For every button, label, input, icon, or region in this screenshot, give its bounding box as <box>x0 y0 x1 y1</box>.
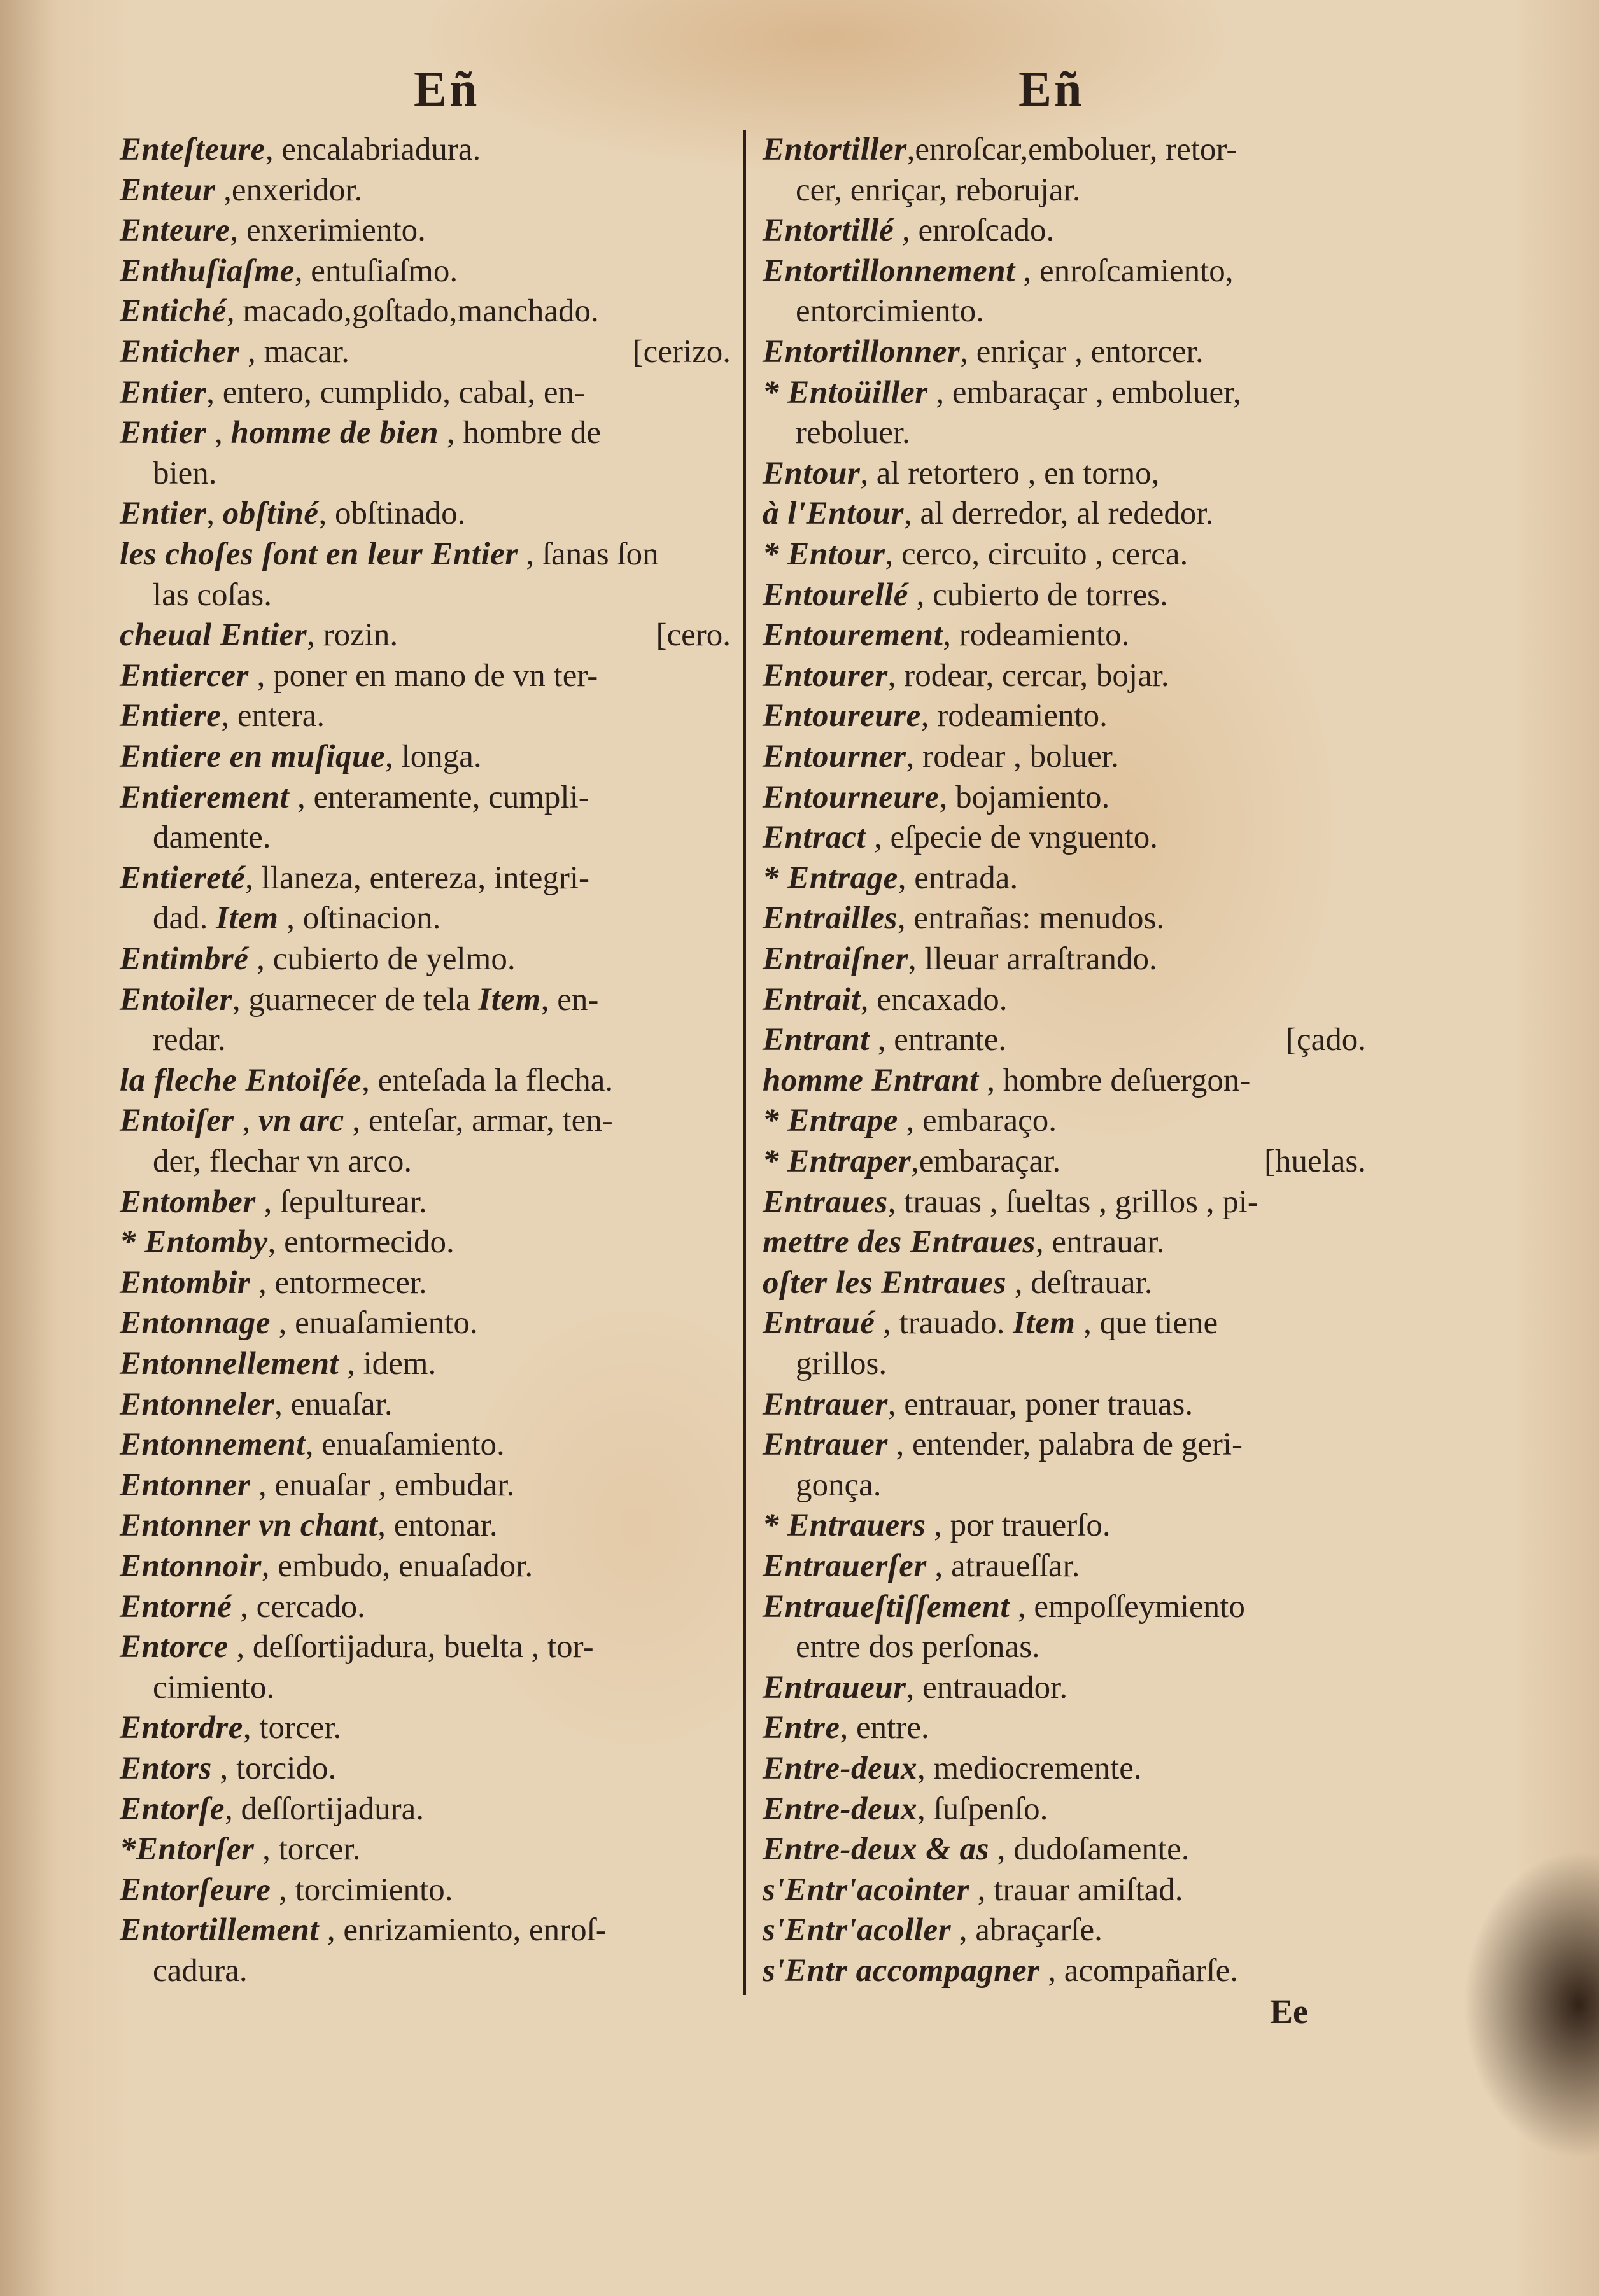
definition: reboluer. <box>796 415 910 451</box>
headword: Entortiller <box>763 132 907 167</box>
definition: , enrizamiento, enroſ- <box>319 1912 607 1949</box>
headword: Entre-deux <box>763 1791 918 1827</box>
dictionary-line <box>763 252 1366 290</box>
definition: , rodeamiento. <box>943 617 1130 654</box>
dictionary-line <box>120 252 731 290</box>
definition: , entender, palabra de geri- <box>887 1427 1243 1463</box>
definition: , enuaſar , embudar. <box>250 1467 515 1503</box>
definition: , cubierto de torres. <box>908 577 1168 613</box>
headword: Entorſeure <box>120 1872 271 1908</box>
dictionary-line <box>763 940 1366 978</box>
definition: damente. <box>153 820 271 856</box>
dictionary-line <box>120 292 731 330</box>
headword: Entourner <box>763 739 906 774</box>
dictionary-line <box>763 1669 1366 1707</box>
dictionary-line <box>763 1223 1366 1261</box>
dictionary-line <box>120 171 731 209</box>
dictionary-line <box>120 374 731 412</box>
headword: Entorce <box>120 1629 229 1665</box>
headword: * Entrauers <box>763 1508 926 1544</box>
dictionary-line <box>120 738 731 776</box>
headword: Entiere <box>120 698 222 734</box>
definition: , <box>234 1103 258 1139</box>
dictionary-line <box>120 1223 731 1261</box>
headword: Entour <box>763 455 861 491</box>
headword: Entier <box>120 496 207 532</box>
headword: Entraué <box>763 1305 875 1341</box>
headword: Entordre <box>120 1710 243 1746</box>
headword: * Entoüiller <box>763 374 928 410</box>
headword: Entraues <box>763 1184 888 1220</box>
definition: , enuaſamiento. <box>305 1427 505 1463</box>
headword: Entortillonner <box>763 334 961 370</box>
definition: , ſepulturear. <box>255 1184 427 1220</box>
definition: , ſanas ſon <box>518 536 659 572</box>
dictionary-line <box>763 333 1366 371</box>
dictionary-line <box>763 778 1366 816</box>
dictionary-line <box>763 374 1366 412</box>
headword: Entier <box>120 374 207 410</box>
definition: , entrante. <box>869 1022 1007 1058</box>
dictionary-line <box>120 1871 731 1909</box>
dictionary-line <box>120 1021 764 1059</box>
dictionary-line <box>763 899 1366 937</box>
headword: Entraueſtiſſement <box>763 1588 1010 1625</box>
dictionary-line <box>763 1871 1366 1909</box>
headword: Entiere en muſique <box>120 739 386 774</box>
headword: Entors <box>120 1751 212 1786</box>
dictionary-line <box>763 1021 1366 1059</box>
dictionary-line <box>763 738 1366 776</box>
definition: , obſtinado. <box>318 496 466 532</box>
headword: * Entraper <box>763 1144 912 1179</box>
dictionary-line <box>120 1466 731 1504</box>
headword: s'Entr'acoller <box>763 1912 952 1949</box>
headword: Enticher <box>120 334 240 370</box>
dictionary-line <box>763 171 1399 209</box>
headword: * Entour <box>763 536 885 572</box>
definition: , deſſortijadura, buelta , tor- <box>228 1629 594 1665</box>
headword: Entiché <box>120 293 227 330</box>
definition: , enroſcado. <box>894 213 1055 249</box>
definition: , al retortero , en torno, <box>860 455 1160 491</box>
headword: Enteure <box>120 213 230 249</box>
definition: , longa. <box>385 739 482 774</box>
dictionary-line <box>763 818 1366 857</box>
definition: , poner en mano de vn ter- <box>248 657 598 694</box>
headword: Entierement <box>120 779 290 815</box>
definition: , llaneza, entereza, integri- <box>245 860 589 896</box>
dictionary-line <box>763 1547 1366 1585</box>
dictionary-line <box>763 697 1366 735</box>
definition: , entero, cumplido, cabal, en- <box>206 374 585 410</box>
dictionary-line <box>763 1385 1366 1424</box>
definition: , rodear , boluer. <box>906 739 1119 774</box>
headword: Entraueur <box>763 1669 906 1705</box>
carried-over-text: [cerizo. <box>632 334 731 370</box>
definition: , entormecer. <box>250 1264 427 1301</box>
headword: vn arc <box>258 1103 344 1139</box>
right-running-head: Eñ <box>1018 61 1085 116</box>
headword: Entrauer <box>763 1427 888 1463</box>
definition: grillos. <box>796 1346 887 1382</box>
dictionary-line <box>120 1669 764 1707</box>
headword: Entorné <box>120 1588 232 1625</box>
dictionary-line <box>763 1183 1366 1221</box>
definition: , lleuar arraſtrando. <box>908 941 1157 977</box>
headword: à l'Entour <box>763 496 904 532</box>
dictionary-line <box>763 535 1366 573</box>
definition: , entre. <box>840 1710 929 1746</box>
headword: Entiereté <box>120 860 246 896</box>
definition: , entrauador. <box>906 1669 1068 1705</box>
definition: , enteſada la flecha. <box>362 1062 614 1098</box>
definition: , entonar. <box>377 1508 498 1544</box>
headword: Entrant <box>763 1022 870 1058</box>
headword: la fleche Entoiſée <box>120 1062 362 1098</box>
definition: , cerco, circuito , cerca. <box>885 536 1188 572</box>
dictionary-line <box>120 616 731 654</box>
definition: , dudoſamente. <box>989 1831 1190 1868</box>
headword: Entonneler <box>120 1386 275 1422</box>
dictionary-line <box>120 1952 764 1990</box>
definition: , entuſiaſmo. <box>294 253 458 289</box>
dictionary-line <box>120 899 764 937</box>
dictionary-line <box>763 1790 1366 1828</box>
headword: Entorſe <box>120 1791 225 1827</box>
definition: , entera. <box>221 698 325 734</box>
dictionary-line <box>120 657 731 695</box>
dictionary-line <box>120 1709 731 1747</box>
headword: Enthuſiaſme <box>120 253 295 289</box>
dictionary-line <box>120 333 731 371</box>
headword: Item <box>478 981 541 1018</box>
headword: Entier <box>120 415 207 451</box>
headword: Entimbré <box>120 941 249 977</box>
definition: entre dos perſonas. <box>796 1629 1040 1665</box>
dictionary-line <box>120 494 731 533</box>
headword: Item <box>1013 1305 1076 1341</box>
headword: Item <box>216 900 279 937</box>
headword: Entourneure <box>763 779 940 815</box>
definition: , eſpecie de vnguento. <box>866 820 1159 856</box>
dictionary-line <box>120 1749 731 1788</box>
dictionary-line <box>763 859 1366 897</box>
dictionary-line <box>763 292 1399 330</box>
headword: s'Entr'acointer <box>763 1872 969 1908</box>
headword: Entre-deux <box>763 1751 918 1786</box>
headword: Entonnage <box>120 1305 271 1341</box>
dictionary-line <box>763 1952 1366 1990</box>
definition: , bojamiento. <box>939 779 1110 815</box>
headword: Entortillement <box>120 1912 320 1949</box>
headword: Entomber <box>120 1184 256 1220</box>
dictionary-line <box>120 1588 731 1626</box>
definition: , torcido. <box>211 1751 337 1786</box>
headword: Entre-deux & as <box>763 1831 990 1868</box>
definition: , entrauar, poner trauas. <box>887 1386 1194 1422</box>
dictionary-line <box>120 778 731 816</box>
headword: homme de bien <box>230 415 439 451</box>
definition: der, flechar vn arco. <box>153 1144 412 1179</box>
dictionary-line <box>120 414 731 452</box>
definition: , encaxado. <box>860 981 1008 1018</box>
dictionary-line <box>763 1061 1366 1100</box>
headword: Entoiler <box>120 981 232 1018</box>
definition: , rodeamiento. <box>920 698 1108 734</box>
dictionary-line <box>120 1911 731 1949</box>
definition: , torcer. <box>243 1710 342 1746</box>
definition: , torcimiento. <box>271 1872 453 1908</box>
definition: , torcer. <box>254 1831 361 1868</box>
definition: , encalabriadura. <box>265 132 481 167</box>
definition: , enriçar , entorcer. <box>960 334 1204 370</box>
definition: , entrauar. <box>1035 1224 1165 1261</box>
definition: , que tiene <box>1075 1305 1218 1341</box>
definition: bien. <box>153 455 217 491</box>
definition: , oſtinacion. <box>278 900 441 937</box>
dictionary-line <box>120 940 731 978</box>
headword: Entre <box>763 1710 840 1746</box>
carried-over-text: [huelas. <box>1264 1144 1366 1179</box>
headword: *Entorſer <box>120 1831 255 1868</box>
dictionary-line <box>120 576 764 614</box>
definition: , entrada. <box>898 860 1018 896</box>
definition: , atraueſſar. <box>926 1548 1080 1584</box>
definition: , deſſortijadura. <box>225 1791 425 1827</box>
dictionary-line <box>120 818 764 857</box>
definition: cer, enriçar, reborujar. <box>796 172 1081 208</box>
definition: , empoſſeymiento <box>1010 1588 1245 1625</box>
left-running-head: Eñ <box>414 61 480 116</box>
definition: , hombre deſuergon- <box>978 1062 1251 1098</box>
definition: ,embaraçar. <box>911 1144 1061 1179</box>
dictionary-line <box>120 1425 731 1464</box>
dictionary-line <box>763 454 1366 493</box>
definition: , cercado. <box>232 1588 365 1625</box>
dictionary-line <box>763 494 1366 533</box>
headword: Enteſteure <box>120 132 265 167</box>
definition: , embudo, enuaſador. <box>261 1548 533 1584</box>
dictionary-line <box>120 535 731 573</box>
dictionary-line <box>763 1304 1366 1342</box>
definition: , embaraço. <box>898 1103 1057 1139</box>
headword: cheual Entier <box>120 617 307 654</box>
dictionary-line <box>763 981 1366 1019</box>
definition: , acompañarſe. <box>1039 1953 1238 1989</box>
headword: Entrauerſer <box>763 1548 927 1584</box>
headword: * Entrage <box>763 860 898 896</box>
definition: dad. <box>153 900 216 937</box>
dictionary-line <box>120 1830 731 1868</box>
definition: las coſas. <box>153 577 272 613</box>
headword: Entonnellement <box>120 1346 339 1382</box>
definition: , <box>206 496 223 532</box>
definition: , guarnecer de tela <box>232 981 479 1018</box>
headword: Entourement <box>763 617 943 654</box>
dictionary-line <box>120 211 731 249</box>
dictionary-line <box>120 130 731 169</box>
dictionary-line <box>120 1061 731 1100</box>
definition: , abraçarſe. <box>951 1912 1102 1949</box>
dictionary-line <box>763 1264 1366 1302</box>
dictionary-line <box>763 130 1366 169</box>
headword: Entoiſer <box>120 1103 234 1139</box>
headword: Entonnement <box>120 1427 306 1463</box>
dictionary-line <box>120 1183 731 1221</box>
definition: cimiento. <box>153 1669 275 1705</box>
dictionary-line <box>763 1628 1399 1666</box>
definition: , trauas , ſueltas , grillos , pi- <box>887 1184 1258 1220</box>
dictionary-line <box>120 1628 731 1666</box>
dictionary-line <box>763 1588 1366 1626</box>
dictionary-line <box>763 1102 1366 1140</box>
headword: Entrait <box>763 981 861 1018</box>
definition: , macar. <box>239 334 349 370</box>
headword: Entract <box>763 820 866 856</box>
definition: , enteramente, cumpli- <box>289 779 589 815</box>
headword: Entoureure <box>763 698 921 734</box>
definition: , en- <box>540 981 599 1018</box>
definition: , enxerimiento. <box>230 213 426 249</box>
carried-over-text: [çado. <box>1285 1022 1366 1058</box>
column-divider <box>743 130 746 1995</box>
dictionary-line <box>763 576 1366 614</box>
dictionary-line <box>120 697 731 735</box>
headword: * Entrape <box>763 1103 898 1139</box>
dictionary-line <box>120 1506 731 1544</box>
definition: redar. <box>153 1022 226 1058</box>
definition: , trauar amiſtad. <box>969 1872 1183 1908</box>
definition: , entormecido. <box>267 1224 454 1261</box>
definition: , al derredor, al rededor. <box>903 496 1214 532</box>
headword: mettre des Entraues <box>763 1224 1036 1261</box>
headword: oſter les Entraues <box>763 1264 1007 1301</box>
definition: ,enroſcar,emboluer, retor- <box>906 132 1237 167</box>
definition: , rozin. <box>307 617 398 654</box>
headword: * Entomby <box>120 1224 268 1261</box>
dictionary-line <box>120 454 764 493</box>
headword: Enteur <box>120 172 216 208</box>
definition: entorcimiento. <box>796 293 984 330</box>
dictionary-line <box>763 414 1399 452</box>
dictionary-line <box>120 1790 731 1828</box>
definition: , por trauerſo. <box>926 1508 1111 1544</box>
definition: ,enxeridor. <box>215 172 363 208</box>
dictionary-line <box>120 1142 764 1180</box>
headword: homme Entrant <box>763 1062 979 1098</box>
dictionary-line <box>763 1345 1399 1383</box>
definition: , embaraçar , emboluer, <box>927 374 1241 410</box>
headword: Entraiſner <box>763 941 908 977</box>
dictionary-line <box>763 1830 1366 1868</box>
catchword: Ee <box>1270 1992 1308 2031</box>
dictionary-line <box>120 1102 731 1140</box>
headword: s'Entr accompagner <box>763 1953 1040 1989</box>
headword: Entortillonnement <box>763 253 1015 289</box>
dictionary-line <box>120 981 731 1019</box>
definition: , rodear, cercar, bojar. <box>887 657 1169 694</box>
headword: Entourellé <box>763 577 908 613</box>
dictionary-line <box>763 616 1366 654</box>
dictionary-line <box>763 1506 1366 1544</box>
headword: Entortillé <box>763 213 894 249</box>
definition: , <box>206 415 231 451</box>
definition: , ſuſpenſo. <box>917 1791 1048 1827</box>
definition: , entrañas: menudos. <box>897 900 1165 937</box>
definition: gonça. <box>796 1467 882 1503</box>
headword: Entiercer <box>120 657 249 694</box>
dictionary-line <box>120 1385 731 1424</box>
dictionary-line <box>120 1264 731 1302</box>
definition: , enroſcamiento, <box>1015 253 1234 289</box>
dictionary-line <box>120 1345 731 1383</box>
dictionary-line <box>120 1547 731 1585</box>
dictionary-line <box>763 657 1366 695</box>
dictionary-line <box>763 1709 1366 1747</box>
dictionary-line <box>120 859 731 897</box>
headword: les choſes ſont en leur Entier <box>120 536 518 572</box>
dictionary-line <box>763 211 1366 249</box>
definition: , enteſar, armar, ten- <box>344 1103 613 1139</box>
definition: , mediocremente. <box>917 1751 1142 1786</box>
definition: , enuaſar. <box>274 1386 393 1422</box>
dictionary-line <box>763 1911 1366 1949</box>
definition: , hombre de <box>439 415 602 451</box>
headword: Entrauer <box>763 1386 888 1422</box>
dictionary-line <box>763 1425 1366 1464</box>
headword: Entourer <box>763 657 888 694</box>
dictionary-line <box>763 1466 1399 1504</box>
headword: obſtiné <box>222 496 319 532</box>
definition: , idem. <box>339 1346 437 1382</box>
dictionary-line <box>120 1304 731 1342</box>
definition: , trauado. <box>875 1305 1013 1341</box>
definition: cadura. <box>153 1953 248 1989</box>
headword: Entonner <box>120 1467 251 1503</box>
headword: Entombir <box>120 1264 251 1301</box>
headword: Entrailles <box>763 900 898 937</box>
dictionary-line <box>763 1749 1366 1788</box>
definition: , macado,goſtado,manchado. <box>226 293 599 330</box>
definition: , enuaſamiento. <box>270 1305 478 1341</box>
carried-over-text: [cero. <box>656 617 731 654</box>
definition: , cubierto de yelmo. <box>248 941 516 977</box>
dictionary-line <box>763 1142 1366 1180</box>
headword: Entonnoir <box>120 1548 262 1584</box>
headword: Entonner vn chant <box>120 1508 378 1544</box>
definition: , deſtrauar. <box>1006 1264 1153 1301</box>
